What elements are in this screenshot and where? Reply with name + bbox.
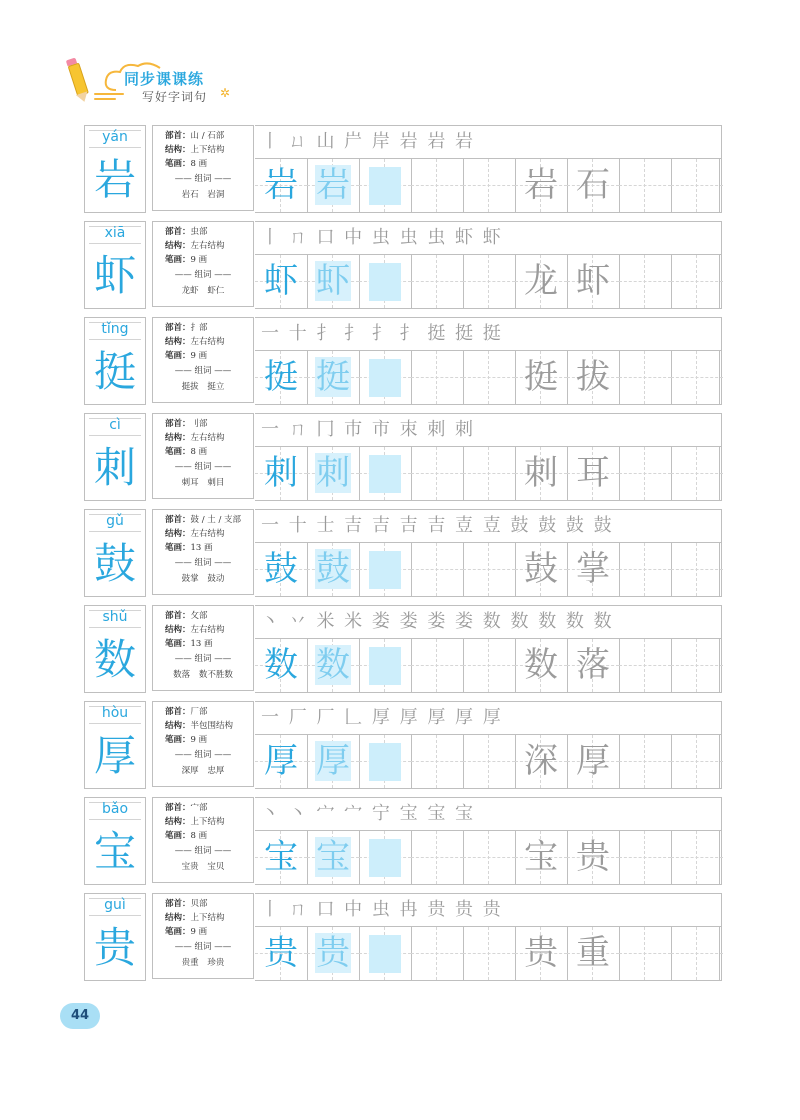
stroke-order-row	[255, 414, 721, 447]
character-row	[84, 509, 722, 597]
structure-value: 上下结构	[190, 913, 225, 923]
writing-grid	[255, 351, 721, 404]
grid-cell[interactable]	[671, 159, 720, 212]
star-icon: ✲	[220, 86, 231, 100]
grid-cell[interactable]	[463, 159, 516, 212]
grid-cell[interactable]	[619, 447, 672, 500]
writing-grid	[255, 639, 721, 692]
grid-cell[interactable]	[567, 159, 620, 212]
grid-cell[interactable]	[671, 447, 720, 500]
practice-character: 挺	[316, 357, 350, 397]
grid-cell[interactable]	[567, 543, 620, 596]
grid-cell[interactable]	[307, 447, 360, 500]
trace-block	[369, 263, 401, 301]
pinyin: cì	[109, 417, 121, 433]
structure-value: 左右结构	[190, 433, 225, 443]
practice-area	[255, 413, 722, 501]
radical-value: 宀部	[190, 803, 208, 813]
zuci-words: 鼓掌 鼓动	[181, 574, 225, 584]
character-info	[152, 221, 254, 307]
grid-cell[interactable]	[671, 831, 720, 884]
grid-cell[interactable]	[463, 735, 516, 788]
grid-cell[interactable]	[463, 639, 516, 692]
pinyin: xiā	[104, 225, 126, 241]
radical-label: 部首：	[165, 515, 191, 525]
trace-block	[369, 359, 401, 397]
grid-cell[interactable]	[359, 351, 412, 404]
radical-value: 扌部	[190, 323, 208, 333]
grid-cell[interactable]	[411, 447, 464, 500]
practice-character: 重	[576, 933, 610, 973]
structure-value: 左右结构	[190, 241, 225, 251]
stroke-order-row	[255, 702, 721, 735]
practice-character: 石	[576, 165, 610, 205]
zuci-heading: —— 组词 ——	[174, 942, 232, 952]
practice-character: 厚	[264, 741, 298, 781]
character-cell	[84, 317, 146, 405]
decor-lines	[94, 90, 134, 106]
stroke-order-row	[255, 318, 721, 351]
strokes-value: 13 画	[190, 639, 213, 649]
practice-character: 龙	[524, 261, 558, 301]
stroke-order: 丶 丶 宀 宀 宁 宝 宝 宝	[261, 803, 476, 824]
writing-grid	[255, 255, 721, 308]
pinyin: shǔ	[102, 609, 128, 625]
radical-value: 厂部	[190, 707, 208, 717]
practice-area	[255, 221, 722, 309]
radical-label: 部首：	[165, 419, 191, 429]
structure-label: 结构：	[165, 817, 191, 827]
grid-cell[interactable]	[671, 639, 720, 692]
grid-cell[interactable]	[515, 927, 568, 980]
character-info	[152, 797, 254, 883]
structure-value: 左右结构	[190, 625, 225, 635]
zuci-heading: —— 组词 ——	[174, 270, 232, 280]
radical-value: 刂部	[190, 419, 208, 429]
page-number	[60, 1003, 100, 1029]
grid-cell[interactable]	[307, 351, 360, 404]
character-info	[152, 413, 254, 499]
page-header	[58, 52, 298, 112]
trace-block	[369, 743, 401, 781]
character-cell	[84, 413, 146, 501]
stroke-order-row	[255, 510, 721, 543]
stroke-order: 丨 ㄇ 口 中 虫 虫 虫 虾 虾	[261, 227, 503, 248]
grid-cell[interactable]	[515, 831, 568, 884]
practice-area	[255, 509, 722, 597]
grid-cell[interactable]	[411, 543, 464, 596]
grid-cell[interactable]	[567, 735, 620, 788]
zuci-words: 深厚 忠厚	[181, 766, 225, 776]
radical-label: 部首：	[165, 227, 191, 237]
writing-grid	[255, 447, 721, 500]
strokes-label: 笔画：	[165, 543, 191, 553]
practice-character: 贵	[576, 837, 610, 877]
strokes-label: 笔画：	[165, 351, 191, 361]
character-row	[84, 221, 722, 309]
grid-cell[interactable]	[359, 255, 412, 308]
trace-block	[369, 167, 401, 205]
grid-cell[interactable]	[255, 351, 308, 404]
character-info	[152, 125, 254, 211]
character-row	[84, 701, 722, 789]
grid-cell[interactable]	[619, 159, 672, 212]
grid-cell[interactable]	[359, 447, 412, 500]
grid-cell[interactable]	[619, 351, 672, 404]
grid-cell[interactable]	[567, 639, 620, 692]
radical-label: 部首：	[165, 707, 191, 717]
zuci-words: 宝贵 宝贝	[181, 862, 225, 872]
radical-value: 贝部	[190, 899, 208, 909]
trace-block	[369, 455, 401, 493]
pinyin: hòu	[101, 705, 129, 721]
model-character: 厚	[93, 731, 136, 780]
grid-cell[interactable]	[411, 831, 464, 884]
strokes-value: 13 画	[190, 543, 213, 553]
character-cell	[84, 125, 146, 213]
character-cell	[84, 701, 146, 789]
structure-value: 左右结构	[190, 529, 225, 539]
character-info	[152, 317, 254, 403]
grid-cell[interactable]	[567, 927, 620, 980]
grid-cell[interactable]	[515, 351, 568, 404]
strokes-value: 9 画	[190, 735, 208, 745]
model-character: 贵	[93, 923, 136, 972]
grid-cell[interactable]	[359, 927, 412, 980]
strokes-label: 笔画：	[165, 927, 191, 937]
structure-value: 上下结构	[190, 145, 225, 155]
zuci-heading: —— 组词 ——	[174, 462, 232, 472]
practice-character: 挺	[264, 357, 298, 397]
grid-cell[interactable]	[463, 927, 516, 980]
grid-cell[interactable]	[411, 159, 464, 212]
model-character: 鼓	[93, 539, 136, 588]
radical-label: 部首：	[165, 803, 191, 813]
grid-cell[interactable]	[515, 159, 568, 212]
practice-character: 贵	[524, 933, 558, 973]
practice-character: 贵	[316, 933, 350, 973]
grid-cell[interactable]	[411, 255, 464, 308]
header-title: 同步课课练	[124, 70, 205, 88]
grid-cell[interactable]	[463, 351, 516, 404]
grid-cell[interactable]	[567, 447, 620, 500]
grid-cell[interactable]	[671, 351, 720, 404]
strokes-value: 9 画	[190, 351, 208, 361]
grid-cell[interactable]	[411, 351, 464, 404]
strokes-label: 笔画：	[165, 447, 191, 457]
zuci-heading: —— 组词 ——	[174, 750, 232, 760]
character-info	[152, 893, 254, 979]
practice-character: 贵	[264, 933, 298, 973]
structure-label: 结构：	[165, 721, 191, 731]
grid-cell[interactable]	[307, 159, 360, 212]
radical-value: 虫部	[190, 227, 208, 237]
radical-label: 部首：	[165, 131, 191, 141]
structure-value: 左右结构	[190, 337, 225, 347]
grid-cell[interactable]	[463, 831, 516, 884]
practice-character: 数	[524, 645, 558, 685]
practice-character: 数	[316, 645, 350, 685]
practice-character: 数	[264, 645, 298, 685]
zuci-heading: —— 组词 ——	[174, 174, 232, 184]
character-row	[84, 317, 722, 405]
strokes-label: 笔画：	[165, 735, 191, 745]
strokes-value: 9 画	[190, 927, 208, 937]
stroke-order-row	[255, 222, 721, 255]
grid-cell[interactable]	[515, 543, 568, 596]
strokes-value: 8 画	[190, 447, 208, 457]
trace-block	[369, 839, 401, 877]
pinyin: guì	[104, 897, 126, 913]
pinyin: gǔ	[106, 513, 124, 529]
strokes-value: 8 画	[190, 159, 208, 169]
grid-cell[interactable]	[255, 639, 308, 692]
grid-cell[interactable]	[255, 255, 308, 308]
practice-character: 挺	[524, 357, 558, 397]
grid-cell[interactable]	[671, 255, 720, 308]
practice-area	[255, 605, 722, 693]
stroke-order: 一 厂 厂 𠃊 厚 厚 厚 厚 厚	[261, 707, 503, 728]
structure-value: 半包围结构	[190, 721, 234, 731]
grid-cell[interactable]	[411, 639, 464, 692]
radical-label: 部首：	[165, 899, 191, 909]
radical-label: 部首：	[165, 611, 191, 621]
practice-character: 虾	[316, 261, 350, 301]
grid-cell[interactable]	[255, 927, 308, 980]
grid-cell[interactable]	[619, 735, 672, 788]
practice-character: 鼓	[264, 549, 298, 589]
grid-cell[interactable]	[463, 447, 516, 500]
radical-value: 山 / 石部	[190, 131, 225, 141]
practice-character: 深	[524, 741, 558, 781]
grid-cell[interactable]	[515, 447, 568, 500]
strokes-label: 笔画：	[165, 159, 191, 169]
character-row	[84, 413, 722, 501]
grid-cell[interactable]	[307, 543, 360, 596]
radical-label: 部首：	[165, 323, 191, 333]
writing-grid	[255, 543, 721, 596]
pinyin: yán	[102, 129, 128, 145]
practice-character: 虾	[264, 261, 298, 301]
grid-cell[interactable]	[359, 543, 412, 596]
trace-block	[369, 647, 401, 685]
strokes-label: 笔画：	[165, 831, 191, 841]
practice-character: 落	[576, 645, 610, 685]
strokes-label: 笔画：	[165, 639, 191, 649]
radical-value: 鼓 / 土 / 支部	[190, 515, 242, 525]
grid-cell[interactable]	[515, 639, 568, 692]
character-row	[84, 797, 722, 885]
writing-grid	[255, 927, 721, 980]
grid-cell[interactable]	[411, 735, 464, 788]
grid-cell[interactable]	[515, 735, 568, 788]
character-row	[84, 893, 722, 981]
trace-block	[369, 935, 401, 973]
grid-cell[interactable]	[359, 639, 412, 692]
pinyin: tǐng	[101, 321, 129, 337]
zuci-words: 挺拔 挺立	[181, 382, 225, 392]
stroke-order: 一 十 士 吉 吉 吉 吉 壴 壴 鼓 鼓 鼓 鼓	[261, 515, 614, 536]
practice-area	[255, 893, 722, 981]
grid-cell[interactable]	[619, 543, 672, 596]
character-cell	[84, 797, 146, 885]
grid-cell[interactable]	[307, 255, 360, 308]
pencil-icon	[61, 54, 92, 103]
grid-cell[interactable]	[619, 831, 672, 884]
practice-character: 宝	[316, 837, 350, 877]
practice-area	[255, 125, 722, 213]
practice-character: 耳	[576, 453, 610, 493]
practice-area	[255, 701, 722, 789]
grid-cell[interactable]	[307, 927, 360, 980]
pinyin: bǎo	[101, 801, 129, 817]
stroke-order-row	[255, 606, 721, 639]
practice-character: 厚	[316, 741, 350, 781]
character-row	[84, 125, 722, 213]
model-character: 数	[93, 635, 136, 684]
model-character: 虾	[93, 251, 136, 300]
grid-cell[interactable]	[307, 639, 360, 692]
zuci-heading: —— 组词 ——	[174, 846, 232, 856]
practice-area	[255, 797, 722, 885]
trace-block	[369, 551, 401, 589]
stroke-order: 丨 ㄇ 口 中 虫 冉 贵 贵 贵	[261, 899, 503, 920]
practice-character: 刺	[264, 453, 298, 493]
grid-cell[interactable]	[515, 255, 568, 308]
zuci-heading: —— 组词 ——	[174, 558, 232, 568]
structure-label: 结构：	[165, 145, 191, 155]
character-cell	[84, 893, 146, 981]
structure-label: 结构：	[165, 913, 191, 923]
grid-cell[interactable]	[567, 351, 620, 404]
stroke-order: 一 十 扌 扌 扌 扌 挺 挺 挺	[261, 323, 503, 344]
zuci-words: 龙虾 虾仁	[181, 286, 225, 296]
stroke-order-row	[255, 798, 721, 831]
structure-label: 结构：	[165, 529, 191, 539]
zuci-words: 岩石 岩洞	[181, 190, 225, 200]
grid-cell[interactable]	[619, 927, 672, 980]
grid-cell[interactable]	[359, 159, 412, 212]
header-subtitle: 写好字词句	[142, 90, 208, 104]
character-info	[152, 701, 254, 787]
grid-cell[interactable]	[463, 255, 516, 308]
structure-label: 结构：	[165, 625, 191, 635]
practice-character: 刺	[316, 453, 350, 493]
stroke-order: 丶 丷 米 米 娄 娄 娄 娄 数 数 数 数 数	[261, 611, 614, 632]
grid-cell[interactable]	[671, 543, 720, 596]
grid-cell[interactable]	[255, 735, 308, 788]
practice-character: 岩	[264, 165, 298, 205]
grid-cell[interactable]	[255, 447, 308, 500]
grid-cell[interactable]	[307, 831, 360, 884]
zuci-heading: —— 组词 ——	[174, 654, 232, 664]
structure-label: 结构：	[165, 337, 191, 347]
writing-grid	[255, 735, 721, 788]
practice-character: 掌	[576, 549, 610, 589]
practice-character: 岩	[524, 165, 558, 205]
grid-cell[interactable]	[619, 639, 672, 692]
zuci-words: 刺耳 刺目	[181, 478, 225, 488]
character-info	[152, 509, 254, 595]
grid-cell[interactable]	[255, 159, 308, 212]
character-row	[84, 605, 722, 693]
practice-character: 拔	[576, 357, 610, 397]
character-cell	[84, 509, 146, 597]
grid-cell[interactable]	[671, 735, 720, 788]
strokes-label: 笔画：	[165, 255, 191, 265]
grid-cell[interactable]	[307, 735, 360, 788]
practice-area	[255, 317, 722, 405]
grid-cell[interactable]	[359, 831, 412, 884]
stroke-order-row	[255, 894, 721, 927]
grid-cell[interactable]	[567, 831, 620, 884]
writing-grid	[255, 159, 721, 212]
stroke-order-row	[255, 126, 721, 159]
structure-label: 结构：	[165, 433, 191, 443]
grid-cell[interactable]	[619, 255, 672, 308]
strokes-value: 9 画	[190, 255, 208, 265]
grid-cell[interactable]	[671, 927, 720, 980]
zuci-words: 贵重 珍贵	[181, 958, 225, 968]
practice-character: 宝	[264, 837, 298, 877]
practice-character: 鼓	[524, 549, 558, 589]
structure-value: 上下结构	[190, 817, 225, 827]
structure-label: 结构：	[165, 241, 191, 251]
grid-cell[interactable]	[255, 831, 308, 884]
model-character: 宝	[93, 827, 136, 876]
practice-character: 刺	[524, 453, 558, 493]
practice-character: 虾	[576, 261, 610, 301]
writing-grid	[255, 831, 721, 884]
grid-cell[interactable]	[255, 543, 308, 596]
practice-character: 厚	[576, 741, 610, 781]
model-character: 刺	[93, 443, 136, 492]
zuci-heading: —— 组词 ——	[174, 366, 232, 376]
character-cell	[84, 221, 146, 309]
practice-character: 鼓	[316, 549, 350, 589]
page-number-text: 44	[70, 1008, 90, 1023]
character-info	[152, 605, 254, 691]
radical-value: 攵部	[190, 611, 208, 621]
grid-cell[interactable]	[411, 927, 464, 980]
grid-cell[interactable]	[359, 735, 412, 788]
grid-cell[interactable]	[567, 255, 620, 308]
practice-character: 岩	[316, 165, 350, 205]
practice-character: 宝	[524, 837, 558, 877]
character-cell	[84, 605, 146, 693]
strokes-value: 8 画	[190, 831, 208, 841]
model-character: 岩	[93, 155, 136, 204]
stroke-order: 丨 ㄩ 山 屵 岸 岩 岩 岩	[261, 131, 476, 152]
zuci-words: 数落 数不胜数	[173, 670, 233, 680]
model-character: 挺	[93, 347, 136, 396]
grid-cell[interactable]	[463, 543, 516, 596]
stroke-order: 一 ㄇ 冂 巿 市 朿 刺 刺	[261, 419, 476, 440]
